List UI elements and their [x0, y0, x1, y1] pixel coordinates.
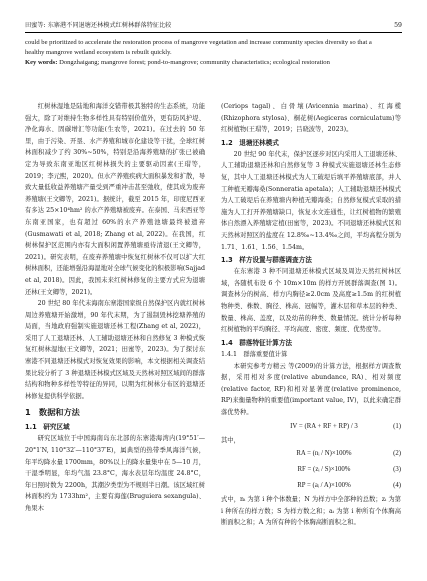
keywords: [25, 58, 402, 68]
formula: [221, 462, 401, 478]
formula-explanation: 式中，nᵢ 为第 i 种个体数量；N 为样方中全部种的总数；zᵢ 为第 i 种所在的样方数；S 为样方数之和；aᵢ 为第 i 种所有个体胸高断面积之和；A 为所有种的个体胸高断面积之和。: [221, 496, 401, 527]
body-paragraph: 20 世纪 90 年代末，保护区逐步对区内采用人工退塘还林、人工辅助退塘还林和自然修复等 3 种模式实施退塘还林生态修复，其中人工退塘还林模式为人工破堤后填平养殖塘底部，并人工种植无瓣海桑(Sonneratia apetala)；人工辅助退塘还林模式为人工破堤后在养殖塘内种植无瓣海桑；自然修复模式采取的措施为人工打开养殖塘缺口，恢复水文连通性，让红树植物的繁殖体自然漂入养殖塘定植(田蜜等，2023)。不同退塘还林模式区和天然林对照区的盐度在 12.8‰~13.4‰之间，平均高程分别为 1.71、1.61、1.56、1.54m。: [221, 150, 401, 251]
left-column: [25, 101, 205, 515]
formula-number: (2): [393, 450, 401, 458]
keywords-text: Dongzhaigang; mangrove forest; pond-to-mangrove; community characteristics; ecological restoration: [59, 59, 330, 66]
body-paragraph: 本研究参考方精云 等(2009)的计算方法，根据样方调查数据，采用相对多度(relative abundance, RA)、相对频度(relative factor, RF)和相对显著度(relative prominence, RP)来衡量物种的重要值(important value, IV)，以此来确定群落优势种。: [221, 362, 401, 417]
abstract-tail: [25, 38, 402, 68]
intro-paragraph: 20 世纪 80 年代末海南东寨港国家级自然保护区内就红树林周边养殖塘开始激增，90 年代末期，为了遏制毁林挖塘养殖的局面，当地政府强制实施退塘还林工程(Zhang et al, 2022)，采用了人工退塘还林、人工辅助退塘还林和自然修复 3 种模式恢复红树林湿地(王文卿等，2021；田蜜等，2023)。为了探讨东寨港不同退塘还林模式对恢复效果的影响，本文根据相关调查结果比较分析了 3 种退塘还林模式区域及天然林对照区域间的群落结构和物种多样性等特征的异同，以期为红树林分布区的退塘还林修复提供科学依据。: [25, 300, 205, 400]
body-paragraph: 研究区域位于中国海南岛东北部的东寨港海湾内(19°51′—20°1′N, 110°32′—110°37′E)，属典型的热带季风海洋气候，年平均降水量 1700mm，80%以上的降水量集中在 5—10 月，干湿季明显，年均气温 23.8°C，海水表层年均温度 24.8°C，年日照时数为 2200h，其潮汐类型为不规则半日潮。该区域红树林面积约为 1733hm²，主要有海莲(Bruguiera sexangula)、角果木: [25, 435, 205, 512]
formula-number: (1): [393, 422, 401, 430]
formula-number: (4): [393, 482, 401, 490]
header-title: 田蜜等: 东寨港不同退塘还林模式红树林群落特征比较: [25, 22, 172, 29]
subsection-heading: 1.2 退塘还林模式: [221, 138, 279, 147]
formula-number: (3): [393, 466, 401, 474]
abstract-line: could be prioritized to accelerate the restoration process of mangrove vegetation and increase community species diversity so that a: [25, 39, 372, 46]
body-paragraph: (Ceriops tagal)、白骨壤(Avicennia marina)、红海榄(Rhizophora stylosa)、桐花树(Aegiceras corniculatum)等红树植物(王瑁等，2019；吕晓波等，2023)。: [221, 103, 401, 134]
formula: [221, 478, 401, 494]
intro-paragraph: 红树林湿地是陆地和海洋交错带极其独特的生态系统，功能强大，除了对维持生物多样性具有特别价值外，更有防风护堤、净化海水、固碳增汇等功能(生农等，2021)。在过去的 50 年里，由于污染、开垦、水产养殖和城市化建设等干扰，全球红树林面积减少了约 30%~50%，特别是沿海养殖塘的扩张已被确定为导致东南亚地区红树林损失的主要驱动因素(王瑁等，2019；李元熙，2020)。但水产养殖疾病大面积暴发和扩散，导致大量低收益养殖塘产量受到严重冲击甚至弛收，使其成为废弃养殖塘(王文卿等，2021)。据统计，截至 2015 年，印度尼西亚有多达 25×10⁴hm² 的水产养殖塘被废弃。在泰国、马来西亚等东南亚国家，也有超过 60%的水产养殖池塘最终被遗弃(Gusmawati et al, 2018; Zhang et al, 2022)。在我国，红树林保护区范围内亦有大面积闲置养殖塘亟待清退(王文卿等，2021)。研究表明，在废弃养殖塘中恢复红树林不仅可以扩大红树林面积，还能增强沿海湿地对全球气候变化的积极影响(Sajjad et al, 2018)。因此，我国未来红树林修复的主要方式应为退塘还林(王文卿等，2021)。: [25, 103, 205, 296]
subsection-heading: 1.3 样方设置与群落调查方法: [221, 256, 312, 265]
formula: [221, 419, 401, 435]
formula-expression: RA = (nᵢ / N)×100%: [296, 450, 352, 458]
formula: [221, 446, 401, 462]
subsection-heading: 1.1 研究区域: [25, 423, 70, 432]
keywords-label: Key words:: [25, 59, 58, 66]
running-header: [25, 20, 402, 33]
formula-expression: RF = (zᵢ / S)×100%: [297, 466, 351, 474]
section-heading: 1 数据和方法: [25, 407, 80, 418]
subsubsection-heading: 1.4.1 群落重要值计算: [221, 350, 288, 358]
subsection-heading: 1.4 群落特征计算方法: [221, 338, 293, 347]
right-column: [221, 101, 401, 529]
abstract-line: healthy mangrove wetland ecosystem is rebuilt quickly.: [25, 49, 172, 56]
formula-intro: 其中，: [221, 436, 240, 444]
formula-expression: IV = (RA + RF + RP) / 3: [290, 422, 358, 430]
formula-expression: RP = (aᵢ / A)×100%: [297, 482, 351, 490]
body-paragraph: 在东寨港 3 种不同退塘还林模式区域及周边天然红树林区域，各随机布设 6 个 10m×10m 的样方开展群落调查(图 1)。调查林分的树高、样方内胸径≥2.0cm 及高度≥1.5m 的红树植物种类、株数、胸径、株高、冠幅等，灌木层和草本层的种类、数量、株高、盖度，以及幼苗的种类、数量情况。统计分析每种红树植物的平均胸径、平均高度、密度、频度、优势度等。: [221, 268, 401, 334]
page-number: 59: [394, 22, 402, 29]
